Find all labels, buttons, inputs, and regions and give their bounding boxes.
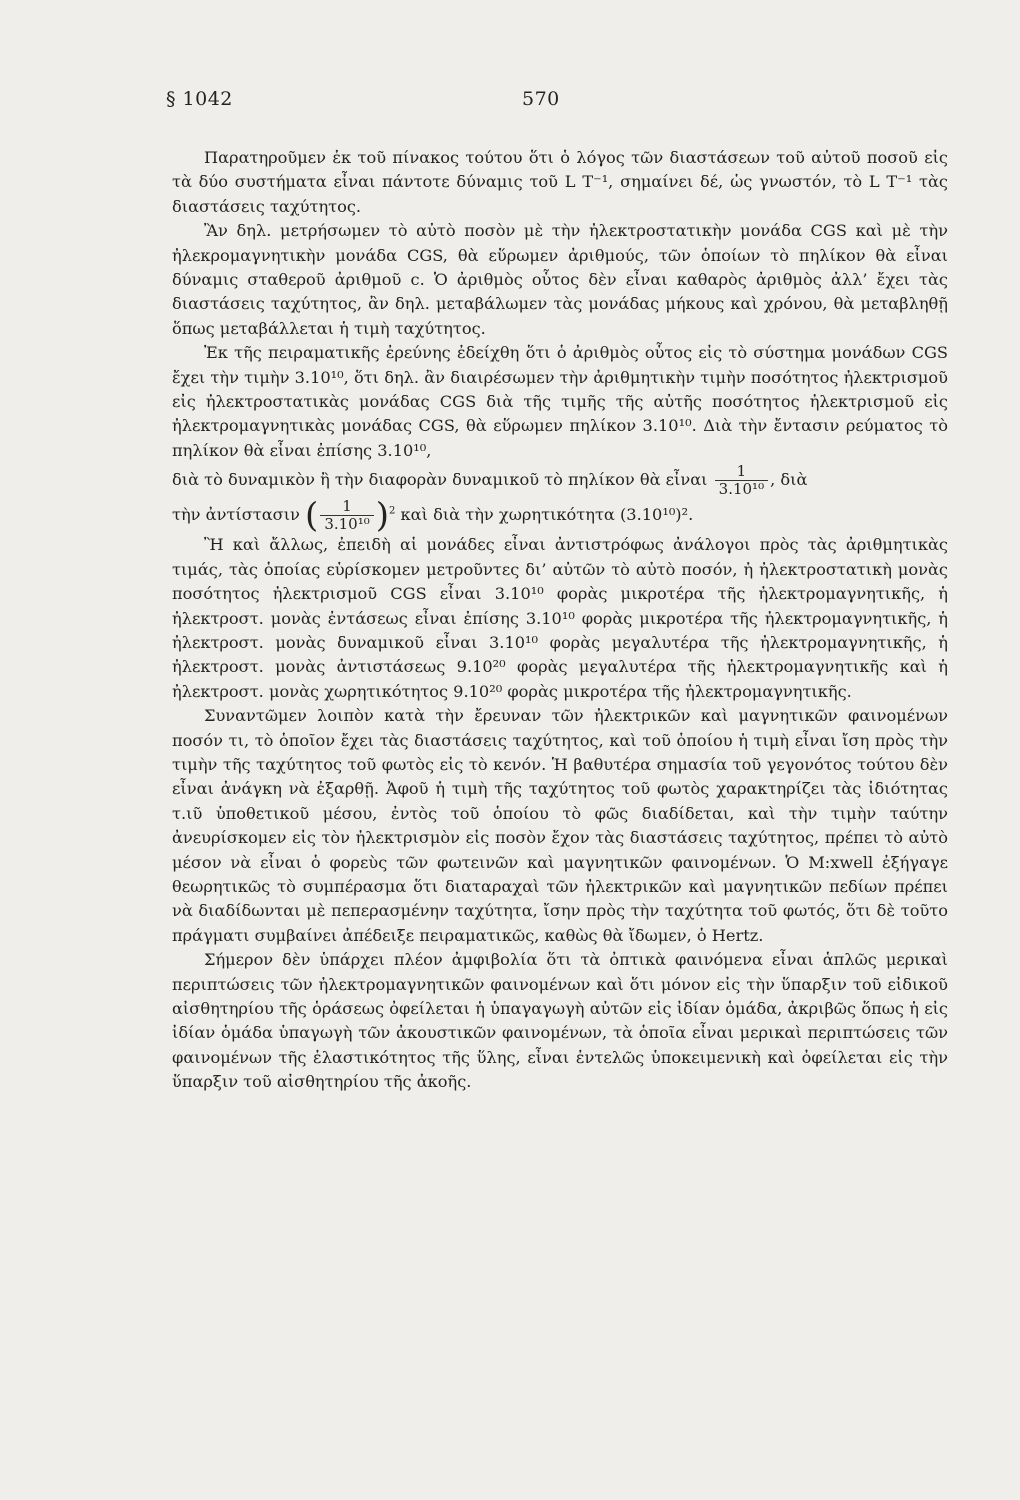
resistance-numerator: 1 [320,498,373,516]
resistance-fraction [320,498,373,533]
paragraph-3: Ἐκ τῆς πειραματικῆς ἐρεύνης ἐδείχθη ὅτι ὁ ἀριθμὸς οὗτος εἰς τὸ σύστημα μονάδων CGS ἔχει τὴν τιμὴν 3.10¹⁰, ὅτι δηλ. ἂν διαιρέσωμεν τὴν ἀριθμητικὴν τιμὴν ποσότητος ἠλεκτρισμοῦ εἰς ἠλεκτροστατικὰς μονάδας CGS διὰ τῆς τιμῆς τῆς αὐτῆς ποσότητος ἠλεκτρισμοῦ εἰς ἠλεκτρομαγνητικὰς μονάδας CGS, θὰ εὕρωμεν πηλίκον 3.10¹⁰. Διὰ τὴν ἔντασιν ρεύματος τὸ πηλίκον θὰ εἶναι ἐπίσης 3.10¹⁰, [172,343,948,460]
potential-after: , διὰ [770,470,808,490]
resistance-text: τὴν ἀντίστασιν [172,505,300,525]
left-paren: ( [305,495,319,536]
paragraph-1: Παρατηροῦμεν ἐκ τοῦ πίνακος τούτου ὅτι ὁ λόγος τῶν διαστάσεων τοῦ αὐτοῦ ποσοῦ εἰς τὰ δύο συστήματα εἶναι πάντοτε δύναμις τοῦ L T⁻¹, σημαίνει δέ, ὡς γνωστόν, τὸ L T⁻¹ τὰς διαστάσεις ταχύτητος. [172,148,948,216]
potential-numerator: 1 [715,463,768,481]
capacity-text: καὶ διὰ τὴν χωρητικότητα (3.10¹⁰)². [400,505,694,525]
page-header [166,88,946,118]
potential-fraction [715,463,768,498]
resistance-denominator: 3.10¹⁰ [324,515,370,534]
page-body [172,146,948,1095]
paragraph-5: Συναντῶμεν λοιπὸν κατὰ τὴν ἔρευναν τῶν ἠλεκτρικῶν καὶ μαγνητικῶν φαινομένων ποσόν τι, τὸ ὁποῖον ἔχει τὰς διαστάσεις ταχύτητος, καὶ τοῦ ὁποίου ἡ τιμὴ εἶναι ἴση πρὸς τὴν τιμὴν τῆς ταχύτητος τοῦ φωτὸς εἰς τὸ κενόν. Ἡ βαθυτέρα σημασία τοῦ γεγονότος τούτου δὲν εἶναι ἀνάγκη νὰ ἐξαρθῇ. Ἀφοῦ ἡ τιμὴ τῆς ταχύτητος τοῦ φωτὸς χαρακτηρίζει τὰς ἰδιότητας τ.ιῦ ὑποθετικοῦ μέσου, ἐντὸς τοῦ ὁποίου τὸ φῶς διαδίδεται, καὶ τὴν τιμὴν ταύτην ἀνευρίσκομεν εἰς τὸν ἠλεκτρισμὸν εἰς ποσὸν ἔχον τὰς διαστάσεις ταχύτητος, πρέπει τὸ αὐτὸ μέσον νὰ εἶναι ὁ φορεὺς τῶν φωτεινῶν καὶ μαγνητικῶν φαινομένων. Ὁ M:xwell ἐξήγαγε θεωρητικῶς τὸ συμπέρασμα ὅτι διαταραχαὶ τῶν ἠλεκτρικῶν καὶ μαγνητικῶν πεδίων πρέπει νὰ διαδίδωνται μὲ πεπερασμένην ταχύτητα, ἴσην πρὸς τὴν ταχύτητα τοῦ φωτός, ὅτι δὲ τοῦτο πράγματι συμβαίνει ἀπέδειξε πειραματικῶς, καθὼς θὰ ἴδωμεν, ὁ Hertz. [172,706,948,945]
potential-text: διὰ τὸ δυναμικὸν ἢ τὴν διαφορὰν δυναμικοῦ τὸ πηλίκον θὰ εἶναι [172,470,708,490]
potential-equation-line [172,463,948,498]
section-number: § 1042 [166,88,233,110]
right-paren: ) [375,495,390,536]
resistance-exponent: 2 [389,505,396,517]
paragraph-2: Ἂν δηλ. μετρήσωμεν τὸ αὐτὸ ποσὸν μὲ τὴν ἠλεκτροστατικὴν μονάδα CGS καὶ μὲ τὴν ἠλεκρομαγνητικὴν μονάδα CGS, θὰ εὕρωμεν ἀριθμούς, τῶν ὁποίων τὸ πηλίκον θὰ εἶναι δύναμις σταθεροῦ ἀριθμοῦ c. Ὁ ἀριθμὸς οὗτος δὲν εἶναι καθαρὸς ἀριθμὸς ἀλλ’ ἔχει τὰς διαστάσεις ταχύτητος, ἂν δηλ. μεταβάλωμεν τὰς μονάδας μήκους καὶ χρόνου, θὰ μεταβληθῇ ὅπως μεταβάλλεται ἡ τιμὴ ταχύτητος. [172,221,948,338]
potential-denominator: 3.10¹⁰ [718,480,765,499]
paragraph-4: Ἢ καὶ ἄλλως, ἐπειδὴ αἱ μονάδες εἶναι ἀντιστρόφως ἀνάλογοι πρὸς τὰς ἀριθμητικὰς τιμάς, τὰς ὁποίας εὑρίσκομεν μετροῦντες δι’ αὐτῶν τὸ αὐτὸ ποσόν, ἡ ἠλεκτροστατικὴ μονὰς ποσότητος ἠλεκτρισμοῦ CGS εἶναι 3.10¹⁰ φορὰς μικροτέρα τῆς ἠλεκτρομαγνητικῆς, ἡ ἠλεκτροστ. μονὰς ἐντάσεως εἶναι ἐπίσης 3.10¹⁰ φορὰς μικροτέρα τῆς ἠλεκτρομαγνητικῆς, ἡ ἠλεκτροστ. μονὰς δυναμικοῦ εἶναι 3.10¹⁰ φορὰς μεγαλυτέρα τῆς ἠλεκτρομαγνητικῆς, ἡ ἠλεκτροστ. μονὰς ἀντιστάσεως 9.10²⁰ φορὰς μεγαλυτέρα τῆς ἠλεκτρομαγνητικῆς καὶ ἡ ἠλεκτροστ. μονὰς χωρητικότητος 9.10²⁰ φορὰς μικροτέρα τῆς ἠλεκτρομαγνητικῆς. [172,535,948,701]
resistance-equation-line [172,495,948,536]
page-number: 570 [522,88,560,110]
paragraph-6: Σήμερον δὲν ὑπάρχει πλέον ἀμφιβολία ὅτι τὰ ὀπτικὰ φαινόμενα εἶναι ἁπλῶς μερικαὶ περιπτώσεις τῶν ἠλεκτρομαγνητικῶν φαινομένων καὶ ὅτι μόνον εἰς τὴν ὕπαρξιν τοῦ εἰδικοῦ αἰσθητηρίου τῆς ὁράσεως ὀφείλεται ἡ ὑπαγαγωγὴ αὐτῶν εἰς ἰδίαν ὁμάδα, ἀκριβῶς ὅπως ἡ εἰς ἰδίαν ὁμάδα ὑπαγωγὴ τῶν ἀκουστικῶν φαινομένων, τὰ ὁποῖα εἶναι μερικαὶ περιπτώσεις τῶν φαινομένων τῆς ἐλαστικότητος τῆς ὕλης, εἶναι ἐντελῶς ὑποκειμενικὴ καὶ ὀφείλεται εἰς τὴν ὕπαρξιν τοῦ αἰσθητηρίου τῆς ἀκοῆς. [172,950,948,1092]
